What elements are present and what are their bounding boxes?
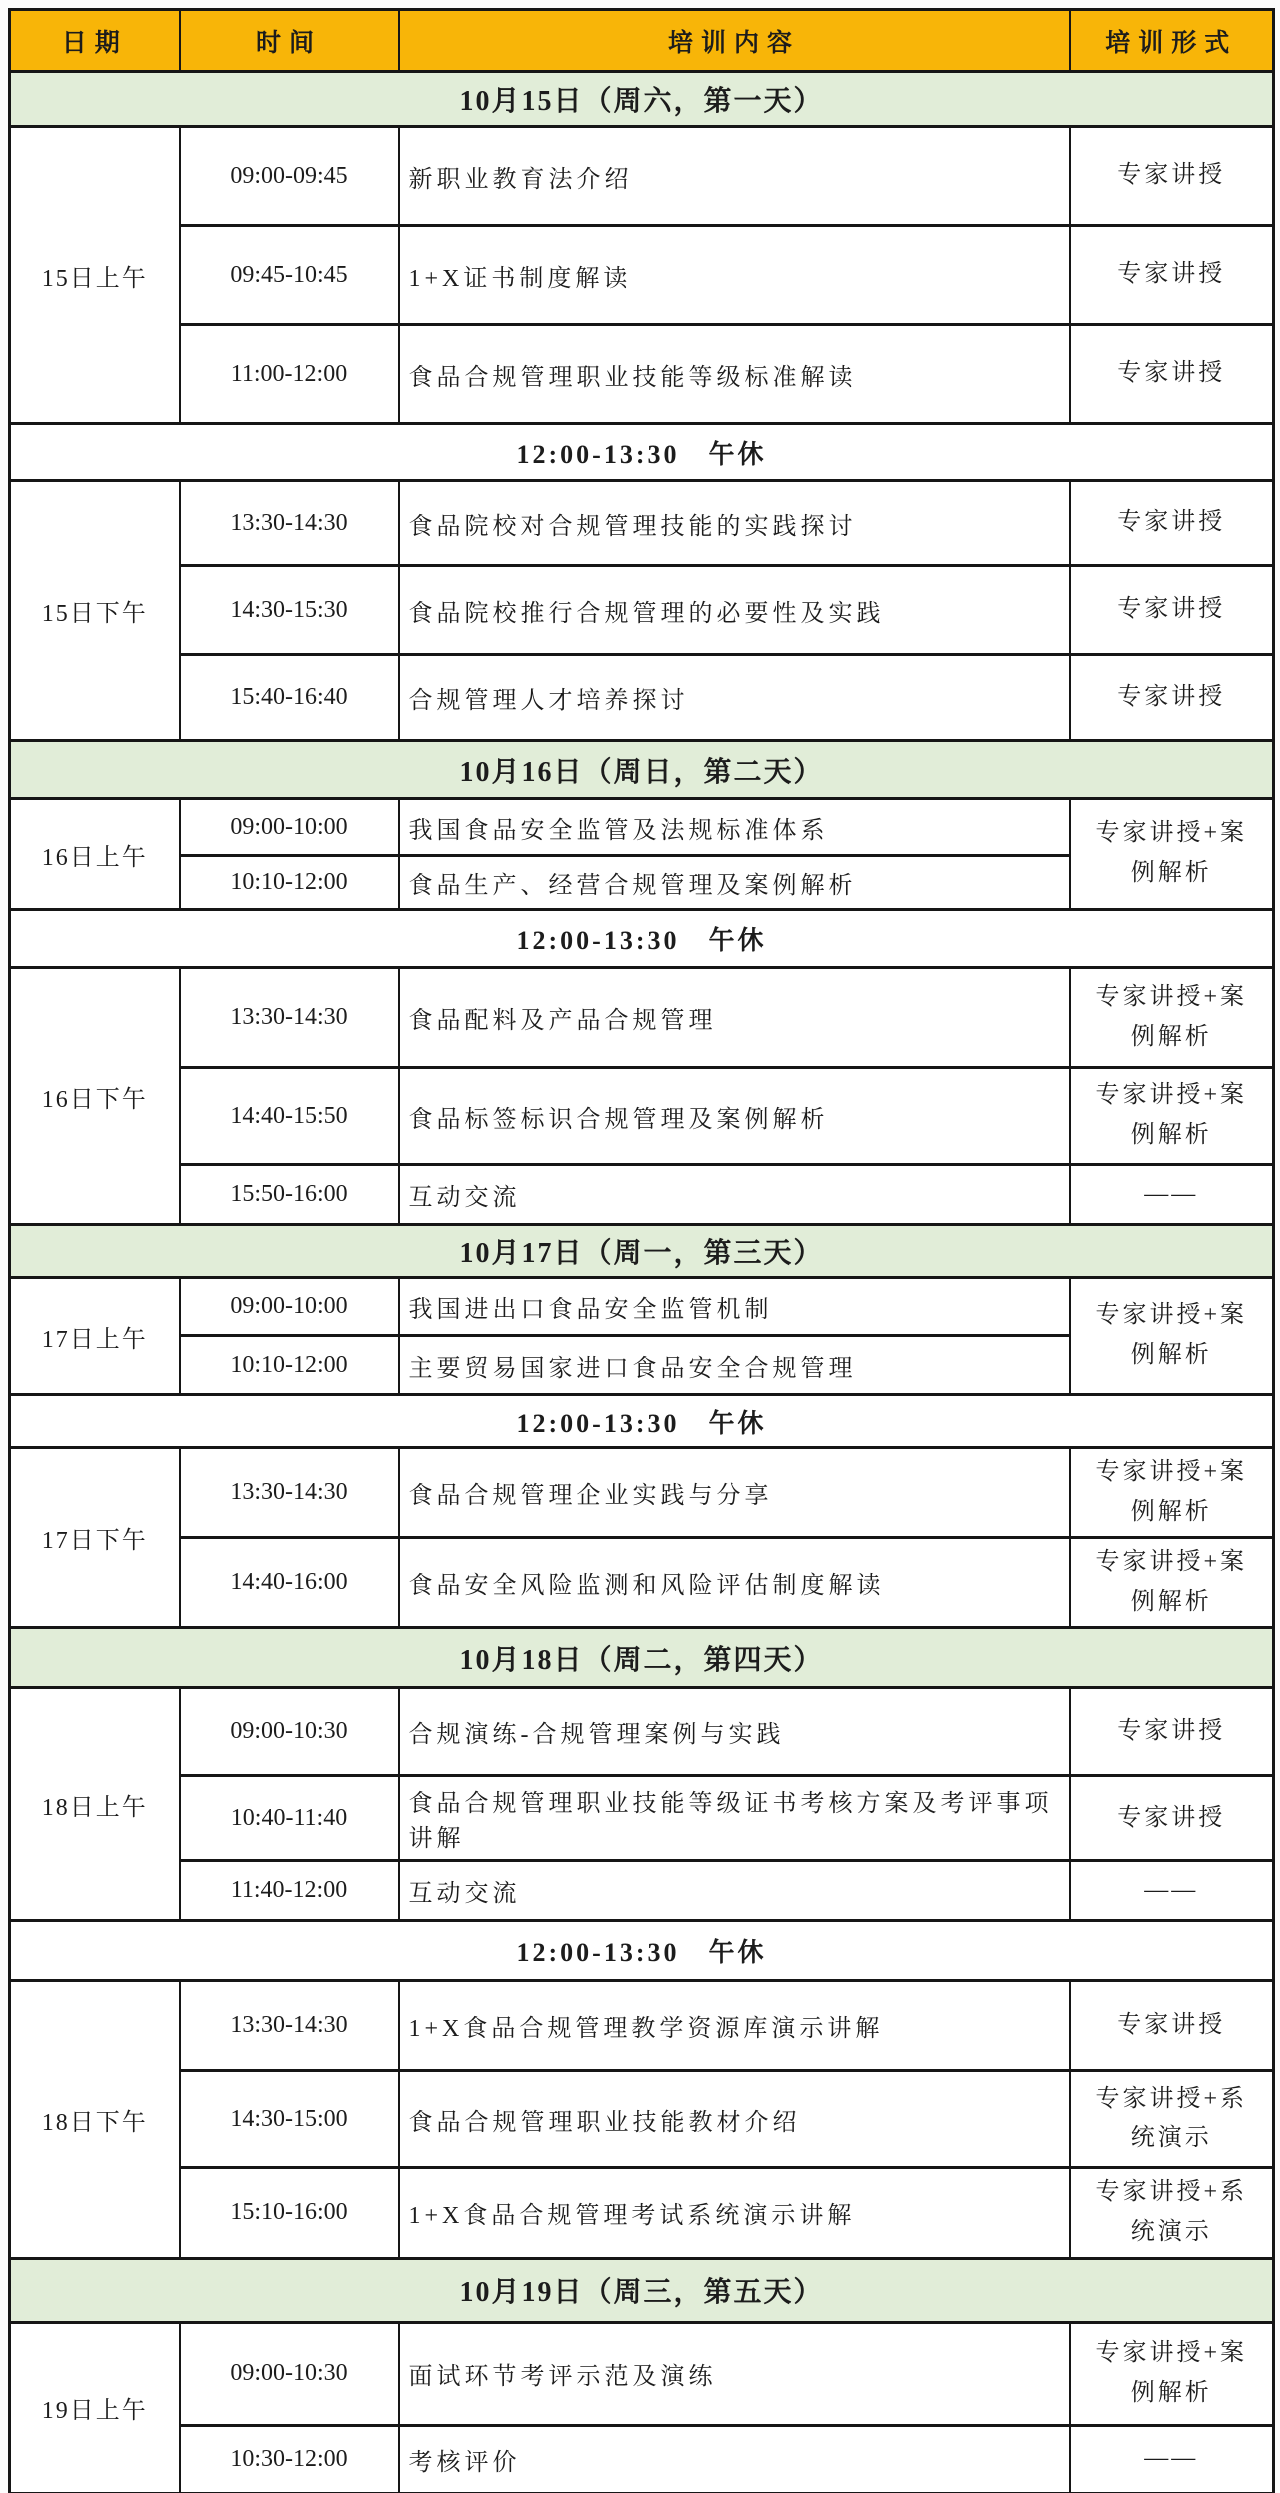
day-banner: 10月19日（周三，第五天） <box>10 2258 1274 2322</box>
content-cell: 合规管理人才培养探讨 <box>399 655 1070 741</box>
session-row <box>10 1448 1274 1538</box>
time-cell: 09:00-10:30 <box>180 2322 399 2425</box>
time-cell: 15:10-16:00 <box>180 2168 399 2258</box>
date-cell: 19日上午 <box>10 2322 180 2493</box>
time-cell: 10:30-12:00 <box>180 2425 399 2493</box>
day-banner: 10月16日（周日，第二天） <box>10 741 1274 799</box>
content-cell: 食品配料及产品合规管理 <box>399 968 1070 1068</box>
format-cell: 专家讲授 <box>1070 566 1274 655</box>
content-cell: 互动交流 <box>399 1165 1070 1225</box>
column-header-content: 培训内容 <box>399 10 1070 72</box>
format-cell: 专家讲授+系统演示 <box>1070 2168 1274 2258</box>
format-cell: 专家讲授 <box>1070 1981 1274 2071</box>
session-row <box>10 481 1274 566</box>
content-cell: 合规演练-合规管理案例与实践 <box>399 1688 1070 1776</box>
format-cell: 专家讲授 <box>1070 1688 1274 1776</box>
column-header-format: 培训形式 <box>1070 10 1274 72</box>
session-row <box>10 2168 1274 2258</box>
lunch-break-label: 12:00-13:30 午休 <box>10 1395 1274 1448</box>
time-cell: 14:30-15:00 <box>180 2071 399 2168</box>
lunch-break-row <box>10 424 1274 481</box>
content-cell: 食品安全风险监测和风险评估制度解读 <box>399 1538 1070 1628</box>
format-cell: 专家讲授+案例解析 <box>1070 1068 1274 1165</box>
content-cell: 考核评价 <box>399 2425 1070 2493</box>
time-cell: 10:10-12:00 <box>180 1336 399 1395</box>
session-row <box>10 655 1274 741</box>
date-cell: 17日上午 <box>10 1278 180 1395</box>
time-cell: 14:40-15:50 <box>180 1068 399 1165</box>
content-cell: 互动交流 <box>399 1861 1070 1921</box>
content-cell: 1+X证书制度解读 <box>399 226 1070 325</box>
content-cell: 1+X食品合规管理考试系统演示讲解 <box>399 2168 1070 2258</box>
content-cell: 我国进出口食品安全监管机制 <box>399 1278 1070 1336</box>
format-cell: 专家讲授+系统演示 <box>1070 2071 1274 2168</box>
time-cell: 14:40-16:00 <box>180 1538 399 1628</box>
lunch-break-label: 12:00-13:30 午休 <box>10 424 1274 481</box>
table-header-row <box>10 10 1274 72</box>
content-cell: 食品合规管理企业实践与分享 <box>399 1448 1070 1538</box>
day-banner-row <box>10 72 1274 127</box>
content-cell: 食品院校对合规管理技能的实践探讨 <box>399 481 1070 566</box>
content-cell: 食品合规管理职业技能等级证书考核方案及考评事项讲解 <box>399 1776 1070 1861</box>
format-cell: 专家讲授+案例解析 <box>1070 1448 1274 1538</box>
day-banner-row <box>10 741 1274 799</box>
date-cell: 15日下午 <box>10 481 180 741</box>
format-cell: —— <box>1070 1861 1274 1921</box>
time-cell: 13:30-14:30 <box>180 1981 399 2071</box>
day-banner-row <box>10 2258 1274 2322</box>
time-cell: 13:30-14:30 <box>180 481 399 566</box>
content-cell: 新职业教育法介绍 <box>399 127 1070 226</box>
format-cell: 专家讲授+案例解析 <box>1070 1538 1274 1628</box>
format-cell: 专家讲授+案例解析 <box>1070 1278 1274 1395</box>
time-cell: 13:30-14:30 <box>180 968 399 1068</box>
session-row <box>10 2322 1274 2425</box>
lunch-break-row <box>10 1921 1274 1981</box>
content-cell: 食品院校推行合规管理的必要性及实践 <box>399 566 1070 655</box>
column-header-time: 时间 <box>180 10 399 72</box>
session-row <box>10 1688 1274 1776</box>
time-cell: 11:40-12:00 <box>180 1861 399 1921</box>
content-cell: 1+X食品合规管理教学资源库演示讲解 <box>399 1981 1070 2071</box>
time-cell: 14:30-15:30 <box>180 566 399 655</box>
day-banner-row <box>10 1225 1274 1278</box>
time-cell: 09:00-10:00 <box>180 1278 399 1336</box>
time-cell: 15:50-16:00 <box>180 1165 399 1225</box>
content-cell: 食品合规管理职业技能等级标准解读 <box>399 325 1070 424</box>
lunch-break-row <box>10 910 1274 968</box>
day-banner: 10月15日（周六，第一天） <box>10 72 1274 127</box>
session-row <box>10 2425 1274 2493</box>
date-cell: 17日下午 <box>10 1448 180 1628</box>
format-cell: 专家讲授+案例解析 <box>1070 2322 1274 2425</box>
content-cell: 食品合规管理职业技能教材介绍 <box>399 2071 1070 2168</box>
session-row <box>10 968 1274 1068</box>
format-cell: 专家讲授 <box>1070 226 1274 325</box>
format-cell: 专家讲授 <box>1070 127 1274 226</box>
lunch-break-label: 12:00-13:30 午休 <box>10 1921 1274 1981</box>
date-cell: 18日下午 <box>10 1981 180 2258</box>
session-row <box>10 1278 1274 1336</box>
time-cell: 09:00-09:45 <box>180 127 399 226</box>
time-cell: 09:45-10:45 <box>180 226 399 325</box>
content-cell: 主要贸易国家进口食品安全合规管理 <box>399 1336 1070 1395</box>
time-cell: 10:40-11:40 <box>180 1776 399 1861</box>
date-cell: 15日上午 <box>10 127 180 424</box>
lunch-break-label: 12:00-13:30 午休 <box>10 910 1274 968</box>
day-banner-row <box>10 1628 1274 1688</box>
session-row <box>10 2071 1274 2168</box>
session-row <box>10 566 1274 655</box>
session-row <box>10 799 1274 856</box>
content-cell: 食品标签标识合规管理及案例解析 <box>399 1068 1070 1165</box>
time-cell: 09:00-10:30 <box>180 1688 399 1776</box>
session-row <box>10 127 1274 226</box>
session-row <box>10 325 1274 424</box>
format-cell: 专家讲授 <box>1070 325 1274 424</box>
session-row <box>10 1981 1274 2071</box>
session-row <box>10 1068 1274 1165</box>
time-cell: 10:10-12:00 <box>180 856 399 910</box>
lunch-break-row <box>10 1395 1274 1448</box>
session-row <box>10 1538 1274 1628</box>
column-header-date: 日期 <box>10 10 180 72</box>
time-cell: 11:00-12:00 <box>180 325 399 424</box>
format-cell: 专家讲授+案例解析 <box>1070 968 1274 1068</box>
format-cell: 专家讲授 <box>1070 1776 1274 1861</box>
format-cell: 专家讲授 <box>1070 481 1274 566</box>
content-cell: 我国食品安全监管及法规标准体系 <box>399 799 1070 856</box>
session-row <box>10 1861 1274 1921</box>
date-cell: 16日下午 <box>10 968 180 1225</box>
format-cell: —— <box>1070 2425 1274 2493</box>
format-cell: 专家讲授 <box>1070 655 1274 741</box>
format-cell: 专家讲授+案例解析 <box>1070 799 1274 910</box>
time-cell: 09:00-10:00 <box>180 799 399 856</box>
day-banner: 10月17日（周一，第三天） <box>10 1225 1274 1278</box>
day-banner: 10月18日（周二，第四天） <box>10 1628 1274 1688</box>
training-schedule-table <box>8 8 1275 2493</box>
session-row <box>10 1165 1274 1225</box>
content-cell: 面试环节考评示范及演练 <box>399 2322 1070 2425</box>
time-cell: 13:30-14:30 <box>180 1448 399 1538</box>
date-cell: 16日上午 <box>10 799 180 910</box>
time-cell: 15:40-16:40 <box>180 655 399 741</box>
format-cell: —— <box>1070 1165 1274 1225</box>
date-cell: 18日上午 <box>10 1688 180 1921</box>
session-row <box>10 1776 1274 1861</box>
session-row <box>10 226 1274 325</box>
content-cell: 食品生产、经营合规管理及案例解析 <box>399 856 1070 910</box>
